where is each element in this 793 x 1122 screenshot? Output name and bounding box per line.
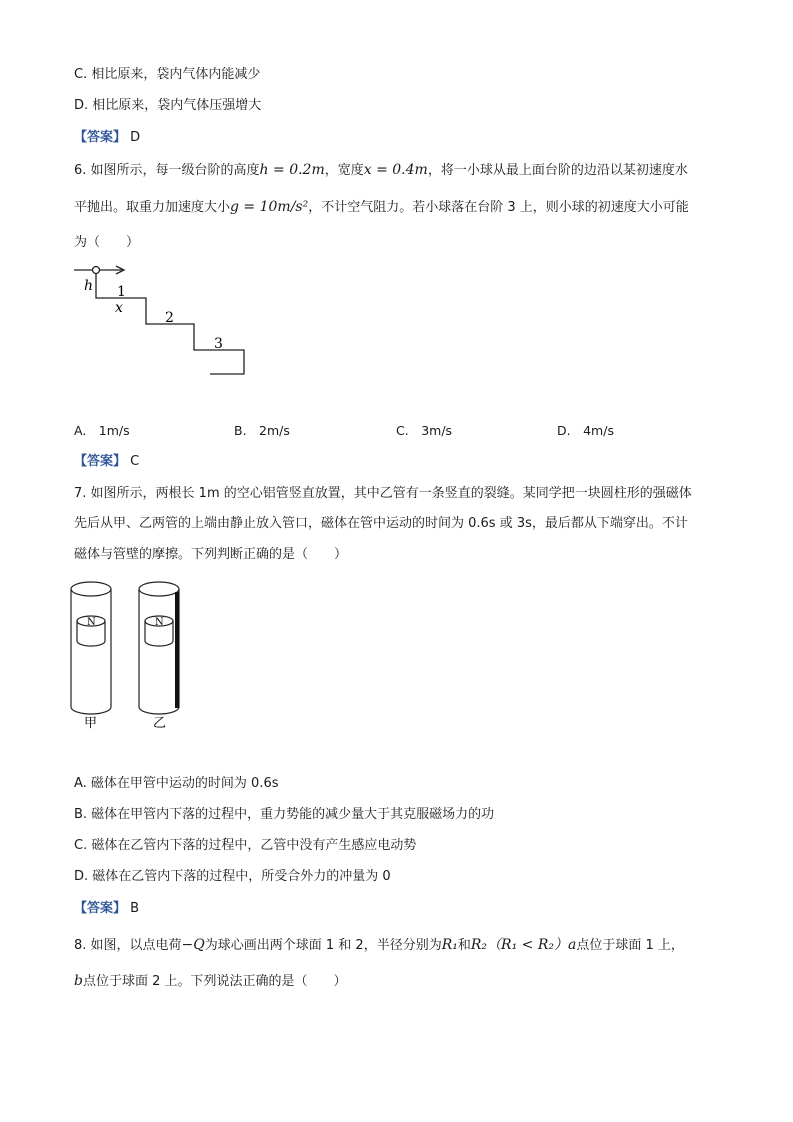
q7-option-c: C. 磁体在乙管内下落的过程中，乙管中没有产生感应电动势 (74, 838, 417, 853)
q7-tubes-figure (64, 574, 194, 734)
q6-stem-line-2 (74, 197, 689, 218)
q6-stem-line-1 (74, 160, 688, 181)
tube-jia-label: 甲 (84, 716, 98, 731)
magnet-n-label: N (87, 617, 96, 628)
q8-stem-line-2 (74, 971, 347, 992)
q6-width-formula: x = 0.4m (363, 162, 428, 178)
step-3-label: 3 (214, 336, 223, 352)
q6-text: ，不计空气阻力。若小球落在台阶 3 上，则小球的初速度大小可能 (308, 200, 689, 215)
q6-stairs-figure (70, 260, 260, 380)
q8-r1-formula: R₁ (441, 937, 458, 953)
step-2-label: 2 (165, 310, 174, 326)
step-1-label: 1 (117, 284, 126, 300)
x-label: x (115, 300, 123, 316)
q7-option-b: B. 磁体在甲管内下落的过程中，重力势能的减少量大于其克服磁场力的功 (74, 807, 495, 822)
q6-height-formula: h = 0.2m (259, 162, 325, 178)
answer-label: 【答案】 (74, 901, 127, 916)
q6-option-b: B. 2m/s (234, 423, 290, 438)
q6-option-d: D. 4m/s (557, 423, 614, 438)
answer-label: 【答案】 (74, 454, 127, 469)
magnet-n-label: N (155, 617, 164, 628)
q6-option-c: C. 3m/s (396, 423, 453, 438)
q7-stem-line-1: 7. 如图所示，两根长 1m 的空心铝管竖直放置，其中乙管有一条竖直的裂缝。某同学把一块圆柱形的强磁体 (74, 486, 692, 501)
q7-stem-line-3: 磁体与管壁的摩擦。下列判断正确的是（ ） (74, 547, 348, 562)
q7-stem-line-2: 先后从甲、乙两管的上端由静止放入管口，磁体在管中运动的时间为 0.6s 或 3s，最后都从下端穿出。不计 (74, 516, 688, 531)
answer-value: D (130, 130, 141, 145)
q8-point-a: a (567, 937, 577, 953)
q8-charge-formula: −Q (181, 937, 205, 953)
q8-point-b: b (74, 973, 83, 989)
q8-text: 为球心画出两个球面 1 和 2，半径分别为 (204, 938, 442, 953)
q8-text: 点位于球面 1 上， (576, 938, 684, 953)
q8-text: 和 (457, 938, 471, 953)
q7-option-d: D. 磁体在乙管内下落的过程中，所受合外力的冲量为 0 (74, 869, 391, 884)
q8-text: 点位于球面 2 上。下列说法正确的是（ ） (82, 974, 347, 989)
tube-jia (71, 582, 111, 714)
q6-answer (74, 452, 139, 472)
q7-option-a: A. 磁体在甲管中运动的时间为 0.6s (74, 776, 279, 791)
answer-label: 【答案】 (74, 130, 127, 145)
q8-r2-formula: R₂ (470, 937, 488, 953)
crack-stripe (175, 592, 179, 708)
q5-option-c: C. 相比原来，袋内气体内能减少 (74, 67, 261, 82)
h-label: h (84, 278, 94, 294)
q8-text: 8. 如图，以点电荷 (74, 938, 182, 953)
q5-option-d: D. 相比原来，袋内气体压强增大 (74, 98, 262, 113)
q5-answer (74, 128, 140, 148)
tube-yi-label: 乙 (153, 716, 167, 731)
tube-yi (139, 582, 179, 714)
q6-gravity-formula: g = 10m/s² (230, 199, 309, 215)
q6-text: 6. 如图所示，每一级台阶的高度 (74, 163, 260, 178)
q6-text: ，将一小球从最上面台阶的边沿以某初速度水 (427, 163, 688, 178)
ball-icon (93, 267, 100, 274)
q8-radius-condition: （R₁ < R₂） (487, 937, 568, 953)
q8-stem-line-1 (74, 935, 684, 956)
q6-stem-line-3: 为（ ） (74, 235, 140, 250)
q7-answer (74, 899, 139, 919)
answer-value: B (130, 901, 140, 916)
q6-option-a: A. 1m/s (74, 423, 130, 438)
q6-text: ，宽度 (324, 163, 364, 178)
answer-value: C (130, 454, 140, 469)
q6-text: 平抛出。取重力加速度大小 (74, 200, 231, 215)
